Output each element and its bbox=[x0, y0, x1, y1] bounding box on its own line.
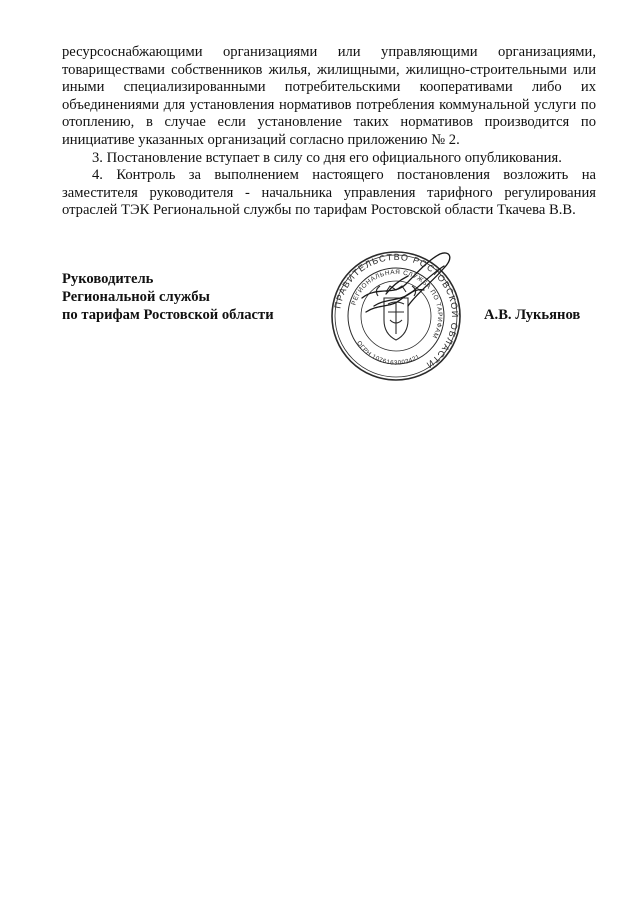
seal-inner-text: РЕГИОНАЛЬНАЯ СЛУЖБА ПО ТАРИФАМ bbox=[350, 268, 444, 340]
signer-position-line-3: по тарифам Ростовской области bbox=[62, 307, 274, 323]
paragraph-item-4: 4. Контроль за выполнением настоящего постановления возложить на заместителя руководителя - начальника управления тарифного регулирования отраслей ТЭК Региональной службы по тарифам Ростовской области Ткачева В.В. bbox=[62, 167, 596, 219]
document-body bbox=[62, 44, 596, 220]
official-seal-with-signature bbox=[316, 246, 476, 386]
seal-outer-text: ПРАВИТЕЛЬСТВО РОСТОВСКОЙ ОБЛАСТИ bbox=[332, 251, 461, 371]
paragraph-continuation: ресурсоснабжающими организациями или управляющими организациями, товариществами собственников жилья, жилищными, жилищно-строительными или иными специализированными потребительскими кооперативами либо их объединениями для установления нормативов потребления коммунальной услуги по отоплению, в случае если установление таких нормативов производится по инициативе указанных организаций согласно приложению № 2. bbox=[62, 44, 596, 148]
seal-code-text: ОГРН 1076163003421 bbox=[355, 339, 422, 367]
signer-position bbox=[62, 270, 274, 324]
signer-name: А.В. Лукьянов bbox=[484, 307, 581, 323]
signer-position-line-1: Руководитель bbox=[62, 271, 154, 287]
paragraph-item-3: 3. Постановление вступает в силу со дня его официального опубликования. bbox=[92, 149, 562, 166]
svg-text:ОГРН 1076163003421 bbox=[355, 340, 421, 367]
signer-position-line-2: Региональной службы bbox=[62, 289, 210, 305]
